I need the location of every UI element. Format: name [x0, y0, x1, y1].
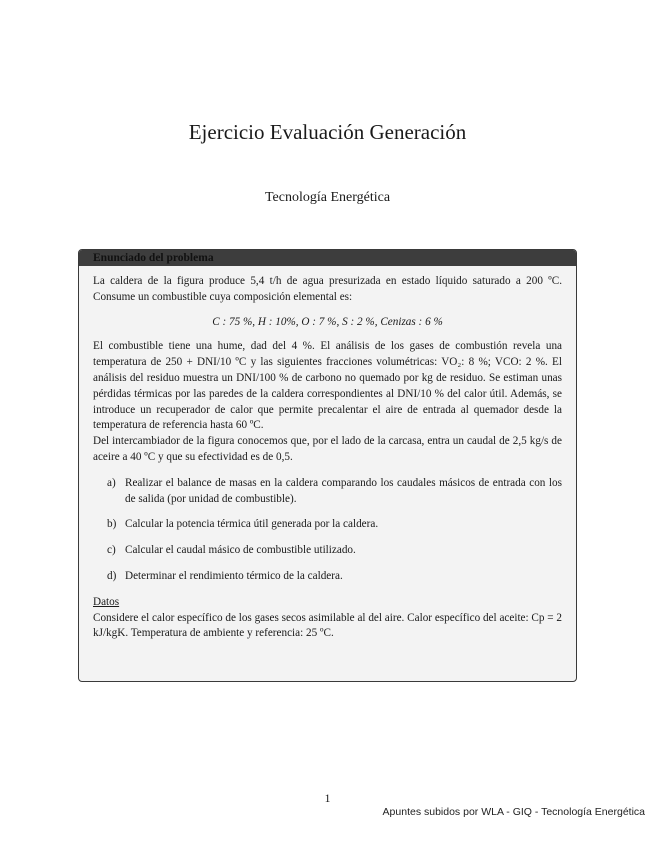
task-item-text: Calcular la potencia térmica útil generada por la caldera. — [125, 518, 379, 531]
task-item — [93, 517, 562, 533]
problem-paragraph-2: El combustible tiene una hume, dad del 4 %. El análisis de los gases de combustión revela una temperatura de 250 + DNI/10 ºC y las siguientes fracciones volumétricas: VO₂: 8 %; VCO: 2 %. El análisis del residuo muestra un DNI/100 % de carbono no quemado por kg de residuo. Se estiman unas pérdidas térmicas por las paredes de la caldera correspondientes al DNI/10 % del calor útil. Además, se introduce un recuperador de calor que permite precalentar el aire de entrada al quemador desde la temperatura de referencia hasta 60 ºC. — [93, 340, 562, 432]
problem-box-body — [79, 266, 576, 642]
composition-formula: C : 75 %, H : 10%, O : 7 %, S : 2 %, Cenizas : 6 % — [212, 315, 443, 328]
task-item-text: Calcular el caudal másico de combustible utilizado. — [125, 544, 356, 557]
document-title: Ejercicio Evaluación Generación — [188, 120, 467, 144]
task-item-mark: c) — [107, 544, 116, 557]
datos-label: Datos — [93, 595, 120, 608]
task-item — [93, 569, 562, 585]
problem-paragraph-3: Del intercambiador de la figura conocemos que, por el lado de la carcasa, entra un caudal de 2,5 kg/s de aceire a 40 ºC y que su efectividad es de 0,5. — [93, 435, 562, 463]
task-item-mark: d) — [107, 569, 117, 582]
problem-paragraph-1: La caldera de la figura produce 5,4 t/h de agua presurizada en estado líquido saturado a 200 ºC. Consume un combustible cuya composición elemental es: — [93, 275, 562, 303]
problem-box-header: Enunciado del problema — [79, 250, 576, 266]
page-number: 1 — [324, 791, 331, 805]
task-item-mark: b) — [107, 518, 117, 531]
task-item-text: Realizar el balance de masas en la caldera comparando los caudales másicos de entrada con los de salida (por unidad de combustible). — [125, 476, 562, 505]
task-list — [93, 476, 562, 585]
footer-attribution: Apuntes subidos por WLA - GIQ - Tecnología Energética — [382, 806, 645, 818]
task-item-mark: a) — [107, 476, 116, 489]
document-subtitle: Tecnología Energética — [264, 190, 391, 205]
task-item — [93, 476, 562, 508]
task-item — [93, 543, 562, 559]
datos-text: Considere el calor específico de los gases secos asimilable al del aire. Calor específico del aceite: Cp = 2 kJ/kgK. Temperatura de ambiente y referencia: 25 ºC. — [93, 611, 562, 640]
problem-box — [78, 249, 577, 682]
task-item-text: Determinar el rendimiento térmico de la caldera. — [125, 569, 343, 582]
